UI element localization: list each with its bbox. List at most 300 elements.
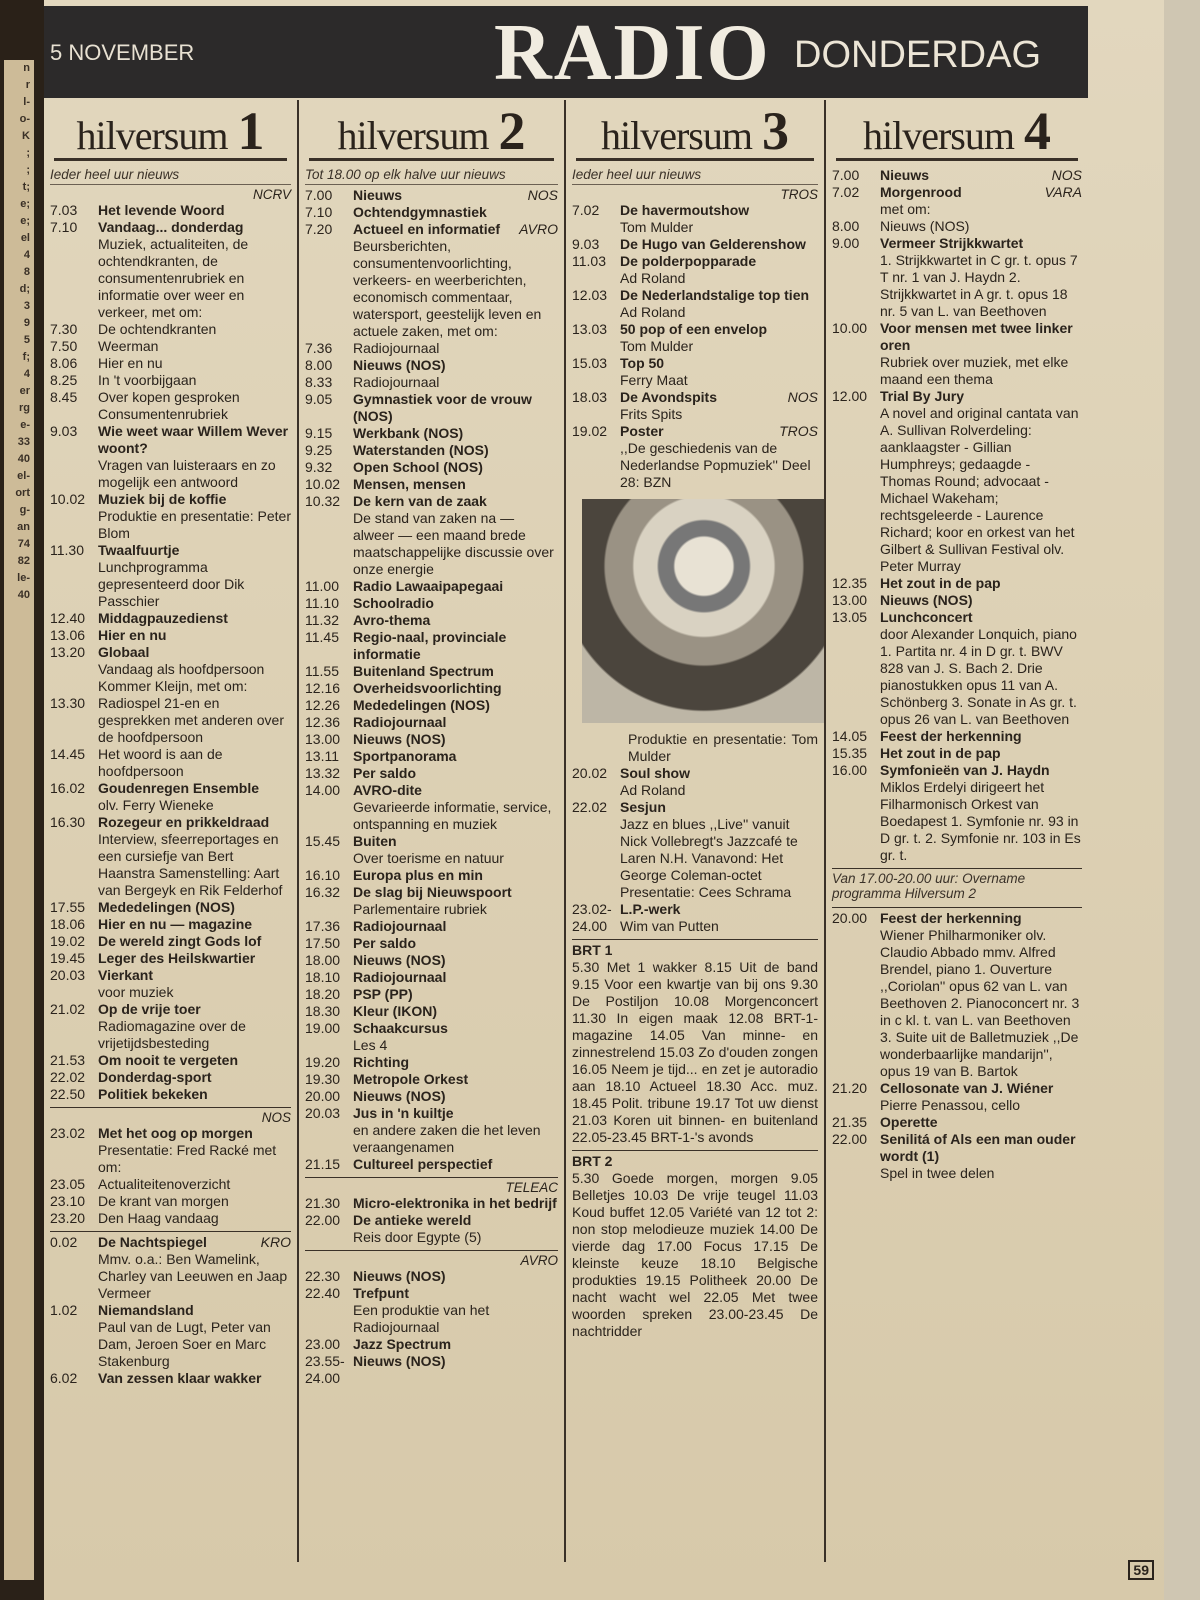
program-time: 20.00 (305, 1088, 341, 1104)
edge-fragment: 40 (17, 589, 30, 601)
program-title: Mededelingen (NOS) (353, 697, 490, 713)
station-name: hilversum (601, 113, 752, 158)
program-entry (305, 442, 558, 459)
program-description: Lunchprogramma gepresenteerd door Dik Passchier (98, 559, 245, 609)
program-time: 7.10 (50, 219, 78, 235)
program-title: Feest der herkenning (880, 728, 1022, 744)
banner-title: RADIO (494, 9, 771, 97)
program-time: 23.02 (50, 1125, 86, 1141)
program-body (353, 765, 558, 782)
program-description: Mmv. o.a.: Ben Wamelink, Charley van Leeuwen en Jaap Vermeer (98, 1251, 288, 1301)
program-list (832, 910, 1082, 1182)
program-title: Richting (353, 1054, 409, 1070)
program-entry (305, 629, 558, 663)
program-time: 19.02 (572, 423, 608, 439)
program-description: Rubriek over muziek, met elke maand een thema (880, 354, 1069, 387)
program-time: 13.32 (305, 765, 341, 781)
program-description: Hier en nu (98, 355, 163, 371)
station-name: hilversum (76, 113, 228, 158)
program-title: De Avondspits (620, 389, 717, 405)
program-time: 12.16 (305, 680, 341, 696)
program-broadcaster: KRO (260, 1234, 291, 1250)
program-entry (50, 1302, 291, 1370)
program-time: 13.30 (50, 695, 86, 711)
program-time: 9.05 (305, 391, 333, 407)
program-title: Operette (880, 1114, 938, 1130)
program-entry (305, 493, 558, 578)
program-time: 23.20 (50, 1210, 86, 1226)
program-entry (572, 389, 818, 423)
program-time: 7.00 (305, 187, 333, 203)
program-time: 22.02 (50, 1069, 86, 1085)
program-title: Nieuws (NOS) (353, 1088, 446, 1104)
program-description: Radiojournaal (353, 340, 440, 356)
program-body (880, 1131, 1082, 1182)
program-entry (832, 1114, 1082, 1131)
program-body (880, 184, 1082, 218)
program-time: 7.02 (572, 202, 600, 218)
program-description: Actualiteitenoverzicht (98, 1176, 231, 1192)
program-body (353, 391, 558, 425)
program-body (620, 287, 818, 321)
program-title: Buitenland Spectrum (353, 663, 494, 679)
program-title: Buiten (353, 833, 397, 849)
program-entry (832, 320, 1082, 388)
program-title: 50 pop of een envelop (620, 321, 768, 337)
column-header (309, 100, 554, 161)
program-title: Waterstanden (NOS) (353, 442, 489, 458)
program-time: 10.32 (305, 493, 341, 509)
program-time: 9.00 (832, 235, 860, 251)
program-body (353, 578, 558, 595)
edge-fragment: 4 (23, 368, 30, 380)
program-title: Schoolradio (353, 595, 434, 611)
program-time: 7.02 (832, 184, 860, 200)
program-entry (305, 425, 558, 442)
program-title: Cultureel perspectief (353, 1156, 493, 1172)
photo-caption: Produktie en presentatie: Tom Mulder (628, 731, 818, 764)
program-description: Spel in twee delen (880, 1165, 995, 1181)
program-body (98, 1302, 291, 1370)
program-description: Ferry Maat (620, 372, 688, 388)
program-time: 8.00 (305, 357, 333, 373)
program-time: 17.36 (305, 918, 341, 934)
program-description: Wiener Philharmoniker olv. Claudio Abbado mmv. Alfred Brendel, piano 1. Ouverture ,,Coriolan'' opus 62 van L. van Beethoven 2. Pianoconcert nr. 3 in c kl. t. van L. van Beethoven 3. Suite uit de Balletmuziek ,,De wonderbaarlijke mandarijn'', opus 19 van B. Bartok (880, 927, 1080, 1079)
program-broadcaster: NOS (1051, 167, 1082, 183)
program-entry (305, 1071, 558, 1088)
program-time: 15.35 (832, 745, 868, 761)
program-description: De ochtendkranten (98, 321, 217, 337)
program-entry (50, 321, 291, 338)
program-body (98, 933, 291, 950)
program-time: 13.20 (50, 644, 86, 660)
edge-fragment: an (17, 521, 30, 533)
adjacent-page-edge (0, 0, 44, 1600)
program-title: Ochtendgymnastiek (353, 204, 487, 220)
program-description: Het woord is aan de hoofdpersoon (98, 746, 223, 779)
program-description: ,,De geschiedenis van de Nederlandse Popmuziek'' Deel 28: BZN (620, 440, 811, 490)
program-time: 9.15 (305, 425, 333, 441)
program-entry (832, 167, 1082, 184)
program-list (305, 187, 558, 1173)
program-entry (832, 910, 1082, 1080)
program-entry (305, 1003, 558, 1020)
program-time: 7.36 (305, 340, 333, 356)
program-title: Overheidsvoorlichting (353, 680, 502, 696)
column-hilversum-2 (299, 100, 566, 1562)
overname-note: Van 17.00-20.00 uur: Overname programma Hilversum 2 (832, 871, 1026, 901)
program-description: Wim van Putten (620, 918, 719, 934)
program-entry (572, 901, 818, 935)
program-time: 20.03 (305, 1105, 341, 1121)
program-entry (305, 952, 558, 969)
program-list (305, 1268, 558, 1387)
program-entry (572, 202, 818, 236)
program-entry (572, 253, 818, 287)
program-body (98, 1370, 291, 1387)
edge-fragment: d; (19, 283, 30, 295)
program-entry (305, 765, 558, 782)
program-time: 23.05 (50, 1176, 86, 1192)
program-entry (50, 1210, 291, 1227)
program-entry (305, 578, 558, 595)
program-body (620, 253, 818, 287)
program-title: Twaalfuurtje (98, 542, 180, 558)
program-body (98, 1176, 291, 1193)
program-time: 12.00 (832, 388, 868, 404)
program-time: 13.00 (305, 731, 341, 747)
program-entry (305, 595, 558, 612)
broadcaster-label: NOS (261, 1110, 291, 1125)
program-description: Les 4 (353, 1037, 388, 1053)
program-description: Gevarieerde informatie, service, ontspanning en muziek (353, 799, 552, 832)
program-description: Een produktie van het Radiojournaal (353, 1302, 490, 1335)
program-body (353, 629, 558, 663)
program-title: Lunchconcert (880, 609, 973, 625)
program-entry (305, 884, 558, 918)
program-title: Trial By Jury (880, 388, 965, 404)
program-entry (50, 1370, 291, 1387)
program-entry (572, 799, 818, 901)
program-body (620, 423, 818, 491)
program-time: 18.20 (305, 986, 341, 1002)
program-description: Reis door Egypte (5) (353, 1229, 482, 1245)
program-entry (50, 644, 291, 695)
program-description: Weerman (98, 338, 159, 354)
program-time: 15.45 (305, 833, 341, 849)
program-time: 19.30 (305, 1071, 341, 1087)
program-time: 13.00 (832, 592, 868, 608)
program-title: L.P.-werk (620, 901, 681, 917)
program-entry (305, 1212, 558, 1246)
column-header (836, 100, 1078, 161)
program-body (98, 355, 291, 372)
broadcaster-label: TROS (780, 187, 818, 202)
program-description: door Alexander Lonquich, piano 1. Partita nr. 4 in D gr. t. BWV 828 van J. S. Bach 2. Drie pianostukken opus 11 van A. Schönberg 3. Sonate in As gr. t. opus 26 van L. van Beethoven (880, 626, 1077, 727)
program-title: De Nederlandstalige top tien (620, 287, 810, 303)
program-body (353, 969, 558, 986)
program-entry (50, 933, 291, 950)
program-description: Vragen van luisteraars en zo mogelijk een antwoord (98, 457, 276, 490)
program-body (98, 746, 291, 780)
program-body (353, 476, 558, 493)
program-title: Donderdag-sport (98, 1069, 212, 1085)
program-broadcaster: TROS (779, 423, 818, 439)
program-title: Morgenrood (880, 184, 962, 200)
program-body (880, 320, 1082, 388)
program-time: 16.32 (305, 884, 341, 900)
program-description: Den Haag vandaag (98, 1210, 219, 1226)
program-title: Hier en nu — magazine (98, 916, 253, 932)
program-time: 9.32 (305, 459, 333, 475)
program-body (98, 1086, 291, 1103)
program-title: Senilitá of Als een man ouder wordt (1) (880, 1131, 1076, 1164)
program-entry (305, 986, 558, 1003)
program-body (353, 1071, 558, 1088)
program-entry (572, 287, 818, 321)
column-header (54, 100, 287, 161)
program-time: 11.30 (50, 542, 84, 558)
program-entry (50, 967, 291, 1001)
edge-fragment: rg (19, 402, 30, 414)
program-title: Regio-naal, provinciale informatie (353, 629, 507, 662)
program-title: Mededelingen (NOS) (98, 899, 235, 915)
station-number: 3 (761, 101, 789, 161)
program-title: Het zout in de pap (880, 575, 1001, 591)
program-title: Radiojournaal (353, 969, 447, 985)
program-body (98, 916, 291, 933)
program-time: 22.00 (832, 1131, 868, 1147)
radio-listing-sheet (44, 0, 1164, 1600)
program-time: 13.05 (832, 609, 868, 625)
program-title: Mensen, mensen (353, 476, 466, 492)
program-entry (50, 1193, 291, 1210)
program-entry (50, 916, 291, 933)
program-title: Nieuws (NOS) (880, 592, 973, 608)
program-time: 17.50 (305, 935, 341, 951)
program-entry (50, 355, 291, 372)
program-description: Miklos Erdelyi dirigeert het Filharmonisch Orkest van Boedapest 1. Symfonie nr. 93 in D gr. t. 2. Symfonie nr. 103 in Es gr. t. (880, 779, 1081, 863)
program-body (98, 1052, 291, 1069)
program-entry (832, 728, 1082, 745)
program-time: 19.20 (305, 1054, 341, 1070)
edge-fragment: 3 (23, 300, 30, 312)
program-entry (305, 612, 558, 629)
program-entry (50, 1052, 291, 1069)
program-body (353, 833, 558, 867)
program-time: 14.05 (832, 728, 868, 744)
program-description: Ad Roland (620, 270, 686, 286)
program-body (353, 1336, 558, 1353)
program-entry (50, 542, 291, 610)
program-time: 23.02-24.00 (572, 901, 612, 934)
program-entry (305, 357, 558, 374)
program-time: 0.02 (50, 1234, 78, 1250)
program-entry (50, 219, 291, 321)
program-body (620, 236, 818, 253)
station-name: hilversum (863, 113, 1014, 158)
program-body (98, 644, 291, 695)
program-body (98, 202, 291, 219)
program-body (353, 1285, 558, 1336)
program-body (98, 610, 291, 627)
program-time: 14.00 (305, 782, 341, 798)
program-description: De stand van zaken na — alweer — een maand brede maatschappelijke discussie over onze energie (353, 510, 554, 577)
station-name: hilversum (337, 113, 489, 158)
program-time: 12.40 (50, 610, 86, 626)
program-body (98, 899, 291, 916)
program-time: 22.30 (305, 1268, 341, 1284)
program-body (98, 814, 291, 899)
program-time: 7.20 (305, 221, 333, 237)
news-note: Ieder heel uur nieuws (572, 167, 818, 185)
program-entry (50, 814, 291, 899)
program-entry (305, 374, 558, 391)
program-entry (832, 235, 1082, 320)
program-list (572, 765, 818, 935)
program-time: 11.00 (305, 578, 339, 594)
program-body (880, 910, 1082, 1080)
program-title: Leger des Heilskwartier (98, 950, 256, 966)
program-body (353, 1020, 558, 1054)
program-body (353, 1156, 558, 1173)
program-time: 9.03 (50, 423, 78, 439)
program-title: Actueel en informatief (353, 221, 501, 237)
program-title: Soul show (620, 765, 690, 781)
program-body (98, 423, 291, 491)
program-body (353, 425, 558, 442)
program-time: 21.20 (832, 1080, 868, 1096)
program-body (880, 762, 1082, 864)
program-title: Vermeer Strijkkwartet (880, 235, 1024, 251)
program-time: 23.10 (50, 1193, 86, 1209)
program-body (353, 595, 558, 612)
edge-fragment: 82 (17, 555, 30, 567)
program-body (98, 1234, 291, 1302)
program-title: Trefpunt (353, 1285, 409, 1301)
program-body (98, 338, 291, 355)
program-body (353, 1268, 558, 1285)
program-entry (305, 867, 558, 884)
program-description: Radiomagazine over de vrijetijdsbesteding (98, 1018, 246, 1051)
program-description: voor muziek (98, 984, 174, 1000)
program-time: 17.55 (50, 899, 86, 915)
program-time: 20.02 (572, 765, 608, 781)
column-hilversum-1 (44, 100, 299, 1562)
edge-fragment: ; (26, 147, 30, 159)
program-entry (305, 204, 558, 221)
program-title: Wie weet waar Willem Wever woont? (98, 423, 289, 456)
program-title: Het zout in de pap (880, 745, 1001, 761)
program-title: Metropole Orkest (353, 1071, 469, 1087)
program-time: 9.25 (305, 442, 333, 458)
program-title: Radiojournaal (353, 714, 447, 730)
program-title: Per saldo (353, 935, 417, 951)
program-entry (832, 218, 1082, 235)
program-description: Over toerisme en natuur (353, 850, 504, 866)
brt1-title: BRT 1 (572, 942, 613, 958)
program-time: 14.45 (50, 746, 86, 762)
program-body (353, 680, 558, 697)
program-entry (305, 1268, 558, 1285)
program-description: met om: (880, 201, 931, 217)
program-entry (832, 745, 1082, 762)
program-body (353, 612, 558, 629)
brt2-schedule: 5.30 Goede morgen, morgen 9.05 Belletjes 10.03 De vrije teugel 11.03 Koud buffet 12.05 Variété van 12 tot 2: non stop melodieuze muziek 14.00 De vierde dag 17.00 Focus 17.15 De kleinste keuze 18.10 Belgische produkties 19.15 Politheek 20.00 De nacht wacht wel 22.05 Met twee woorden spreken 23.00-23.45 De nachtridder (572, 1170, 818, 1339)
program-body (620, 355, 818, 389)
program-time: 10.02 (50, 491, 86, 507)
program-time: 19.45 (50, 950, 86, 966)
program-time: 7.00 (832, 167, 860, 183)
program-body (353, 748, 558, 765)
program-body (353, 187, 558, 204)
brt1-schedule: 5.30 Met 1 wakker 8.15 Uit de band 9.15 Voor een kwartje van bij ons 9.30 De Postiljon 10.08 Morgenconcert 11.30 In eigen maak 12.08 BRT-1-magazine 14.05 Van minne- en zinnestrelend 15.03 Zo d'ouden zongen 16.05 Neem je tijd... en zet je autoradio aan 18.10 Actueel 18.30 Acc. muz. 18.45 Polit. tribune 19.17 Tot uw dienst 21.03 Koren uit binnen- en buitenland 22.05-23.45 BRT-1-'s avonds (572, 959, 818, 1145)
program-title: Om nooit te vergeten (98, 1052, 239, 1068)
program-title: Werkbank (NOS) (353, 425, 464, 441)
program-entry (832, 609, 1082, 728)
program-body (353, 1054, 558, 1071)
program-body (98, 1001, 291, 1052)
program-time: 8.33 (305, 374, 333, 390)
program-body (98, 1069, 291, 1086)
program-entry (305, 1156, 558, 1173)
program-title: Nieuws (NOS) (353, 731, 446, 747)
edge-fragment: e- (20, 419, 30, 431)
program-entry (572, 423, 818, 491)
program-description: Frits Spits (620, 406, 683, 422)
program-body (880, 235, 1082, 320)
program-entry (305, 833, 558, 867)
program-broadcaster: AVRO (519, 221, 558, 237)
program-title: Nieuws (353, 187, 403, 203)
program-entry (305, 748, 558, 765)
program-entry (305, 663, 558, 680)
program-time: 7.30 (50, 321, 78, 337)
banner-date: 5 NOVEMBER (50, 40, 195, 65)
program-body (353, 357, 558, 374)
program-time: 7.03 (50, 202, 78, 218)
program-body (98, 950, 291, 967)
program-body (98, 780, 291, 814)
program-time: 13.06 (50, 627, 86, 643)
program-time: 20.03 (50, 967, 86, 983)
program-title: Politiek bekeken (98, 1086, 208, 1102)
program-title: Rozegeur en prikkeldraad (98, 814, 270, 830)
program-title: Nieuws (NOS) (353, 1268, 446, 1284)
program-body (880, 575, 1082, 592)
program-time: 23.55-24.00 (305, 1353, 345, 1386)
presenter-photo (582, 499, 826, 723)
broadcaster-label: AVRO (520, 1253, 558, 1268)
program-title: Jus in 'n kuiltje (353, 1105, 454, 1121)
program-time: 16.00 (832, 762, 868, 778)
program-entry (50, 746, 291, 780)
program-time: 7.10 (305, 204, 333, 220)
program-description: Pierre Penassou, cello (880, 1097, 1021, 1113)
edge-fragment: e; (20, 215, 30, 227)
program-title: Nieuws (NOS) (353, 1353, 446, 1369)
program-list (305, 1195, 558, 1246)
program-time: 22.50 (50, 1086, 86, 1102)
program-body (353, 340, 558, 357)
edge-fragment: 5 (23, 334, 30, 346)
program-entry (572, 321, 818, 355)
program-description: 1. Strijkkwartet in C gr. t. opus 7 T nr. 1 van J. Haydn 2. Strijkkwartet in A gr. t. opus 18 nr. 5 van L. van Beethoven (880, 252, 1078, 319)
program-description: Tom Mulder (620, 338, 694, 354)
program-description: In 't voorbijgaan (98, 372, 197, 388)
edge-fragment: er (19, 385, 30, 397)
program-time: 11.55 (305, 663, 339, 679)
